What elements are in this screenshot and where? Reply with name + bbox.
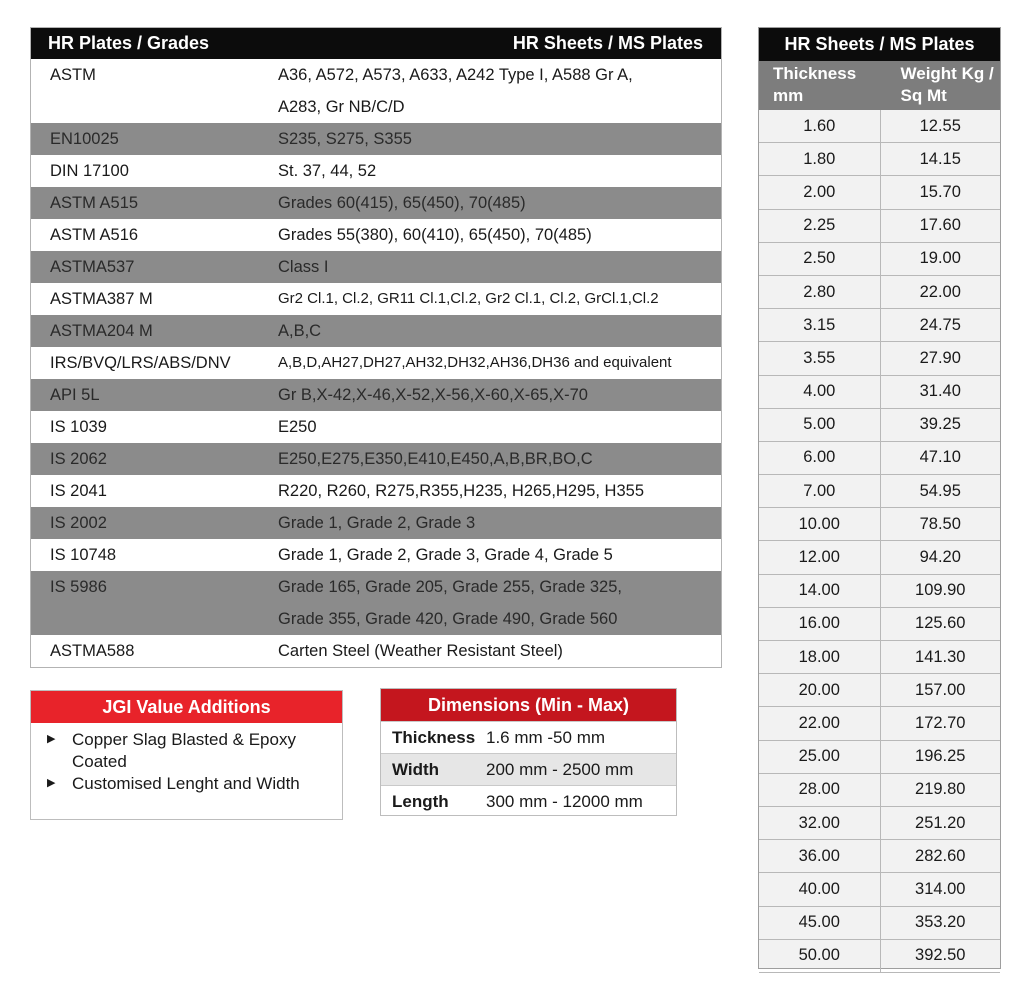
table-row bbox=[759, 707, 1000, 740]
table-row bbox=[31, 411, 721, 443]
grade-values bbox=[278, 123, 721, 155]
grade-values bbox=[278, 283, 721, 315]
grade-standard: IRS/BVQ/LRS/ABS/DNV bbox=[50, 354, 231, 372]
thickness-cell: 1.60 bbox=[759, 110, 880, 143]
weight-cell: 282.60 bbox=[880, 840, 1001, 873]
grade-standard: IS 1039 bbox=[50, 418, 107, 436]
grade-values bbox=[278, 315, 721, 347]
grade-standard: IS 5986 bbox=[50, 578, 107, 596]
thickness-cell: 25.00 bbox=[759, 741, 880, 774]
dimensions-title: Dimensions (Min - Max) bbox=[381, 689, 676, 721]
table-row bbox=[759, 907, 1000, 940]
grade-values-line: E250 bbox=[278, 418, 317, 436]
thickness-cell: 5.00 bbox=[759, 409, 880, 442]
weight-cell: 17.60 bbox=[880, 210, 1001, 243]
dimension-row-length bbox=[381, 785, 676, 817]
grade-standard: DIN 17100 bbox=[50, 162, 129, 180]
grade-values bbox=[278, 539, 721, 571]
weight-cell: 14.15 bbox=[880, 143, 1001, 176]
grade-values-line: Grade 1, Grade 2, Grade 3 bbox=[278, 514, 476, 532]
dimension-label: Length bbox=[392, 791, 449, 811]
weight-cell: 27.90 bbox=[880, 342, 1001, 375]
grade-values-line: R220, R260, R275,R355,H235, H265,H295, H355 bbox=[278, 482, 644, 500]
grade-values-line: A283, Gr NB/C/D bbox=[278, 98, 405, 116]
grades-table-body bbox=[31, 59, 721, 667]
table-row bbox=[759, 575, 1000, 608]
weights-column-headers bbox=[759, 61, 1000, 110]
weight-column-header: Weight Kg / Sq Mt bbox=[900, 64, 994, 105]
weight-cell: 22.00 bbox=[880, 276, 1001, 309]
weight-cell: 125.60 bbox=[880, 608, 1001, 641]
table-row bbox=[759, 807, 1000, 840]
grade-values-line: Grade 355, Grade 420, Grade 490, Grade 560 bbox=[278, 610, 618, 628]
table-row bbox=[759, 873, 1000, 906]
weight-cell: 251.20 bbox=[880, 807, 1001, 840]
weight-cell: 24.75 bbox=[880, 309, 1001, 342]
triangle-bullet-icon: ▶ bbox=[47, 777, 56, 789]
dimensions-box bbox=[380, 688, 677, 816]
table-row bbox=[31, 283, 721, 315]
thickness-cell: 1.80 bbox=[759, 143, 880, 176]
grade-values bbox=[278, 635, 721, 667]
weight-cell: 353.20 bbox=[880, 907, 1001, 940]
thickness-cell: 20.00 bbox=[759, 674, 880, 707]
grade-values bbox=[278, 219, 721, 251]
grade-values bbox=[278, 155, 721, 187]
table-row bbox=[759, 210, 1000, 243]
table-row bbox=[31, 635, 721, 667]
grade-standard: ASTMA588 bbox=[50, 642, 135, 660]
weight-cell: 15.70 bbox=[880, 176, 1001, 209]
grades-header-left: HR Plates / Grades bbox=[48, 33, 210, 53]
table-row bbox=[31, 347, 721, 379]
grade-standard: API 5L bbox=[50, 386, 100, 404]
table-row bbox=[31, 123, 721, 155]
thickness-cell: 36.00 bbox=[759, 840, 880, 873]
grade-standard: ASTMA204 M bbox=[50, 322, 153, 340]
thickness-cell: 28.00 bbox=[759, 774, 880, 807]
grade-values bbox=[278, 411, 721, 443]
table-row bbox=[759, 641, 1000, 674]
grade-values bbox=[278, 251, 721, 283]
table-row bbox=[759, 674, 1000, 707]
grade-values-line: S235, S275, S355 bbox=[278, 130, 412, 148]
grade-standard: IS 10748 bbox=[50, 546, 117, 564]
grade-values-line: Gr B,X-42,X-46,X-52,X-56,X-60,X-65,X-70 bbox=[278, 386, 588, 404]
thickness-cell: 2.80 bbox=[759, 276, 880, 309]
table-row bbox=[31, 571, 721, 635]
table-row bbox=[759, 376, 1000, 409]
table-row bbox=[759, 541, 1000, 574]
grade-standard: ASTMA387 M bbox=[50, 290, 153, 308]
table-row bbox=[759, 409, 1000, 442]
table-row bbox=[31, 251, 721, 283]
grades-header-right: HR Sheets / MS Plates bbox=[512, 33, 703, 53]
table-row bbox=[31, 59, 721, 123]
table-row bbox=[759, 840, 1000, 873]
thickness-cell: 16.00 bbox=[759, 608, 880, 641]
table-row bbox=[31, 155, 721, 187]
thickness-cell: 10.00 bbox=[759, 508, 880, 541]
weights-table-title: HR Sheets / MS Plates bbox=[759, 28, 1000, 61]
grade-values bbox=[278, 59, 721, 123]
dimension-value: 1.6 mm -50 mm bbox=[486, 727, 606, 747]
weight-cell: 109.90 bbox=[880, 575, 1001, 608]
dimension-value: 200 mm - 2500 mm bbox=[486, 759, 634, 779]
table-row bbox=[759, 176, 1000, 209]
thickness-cell: 2.25 bbox=[759, 210, 880, 243]
weight-cell: 12.55 bbox=[880, 110, 1001, 143]
thickness-cell: 18.00 bbox=[759, 641, 880, 674]
grades-table bbox=[30, 27, 722, 668]
thickness-cell: 50.00 bbox=[759, 940, 880, 973]
weight-cell: 392.50 bbox=[880, 940, 1001, 973]
value-additions-list bbox=[31, 723, 342, 795]
table-row bbox=[759, 442, 1000, 475]
table-row bbox=[759, 309, 1000, 342]
weight-cell: 78.50 bbox=[880, 508, 1001, 541]
grade-values-line: Grade 1, Grade 2, Grade 3, Grade 4, Grade 5 bbox=[278, 546, 613, 564]
weight-cell: 47.10 bbox=[880, 442, 1001, 475]
thickness-cell: 2.00 bbox=[759, 176, 880, 209]
thickness-cell: 7.00 bbox=[759, 475, 880, 508]
table-row bbox=[31, 315, 721, 347]
grade-standard: ASTM A515 bbox=[50, 194, 139, 212]
table-row bbox=[759, 741, 1000, 774]
dimension-row-width bbox=[381, 753, 676, 785]
grade-values bbox=[278, 379, 721, 411]
thickness-cell: 6.00 bbox=[759, 442, 880, 475]
table-row bbox=[759, 774, 1000, 807]
grade-standard: IS 2041 bbox=[50, 482, 107, 500]
thickness-cell: 45.00 bbox=[759, 907, 880, 940]
table-row bbox=[31, 219, 721, 251]
table-row bbox=[31, 475, 721, 507]
grade-values-line: Grades 60(415), 65(450), 70(485) bbox=[278, 194, 526, 212]
thickness-cell: 14.00 bbox=[759, 575, 880, 608]
grade-values-line: E250,E275,E350,E410,E450,A,B,BR,BO,C bbox=[278, 450, 593, 468]
value-additions-box bbox=[30, 690, 343, 820]
table-row bbox=[759, 608, 1000, 641]
thickness-cell: 3.15 bbox=[759, 309, 880, 342]
thickness-column-header: Thickness mm bbox=[773, 64, 857, 105]
thickness-cell: 12.00 bbox=[759, 541, 880, 574]
table-row bbox=[759, 143, 1000, 176]
grade-values bbox=[278, 475, 721, 507]
grade-values-line: A36, A572, A573, A633, A242 Type I, A588 Gr A, bbox=[278, 66, 633, 84]
thickness-cell: 32.00 bbox=[759, 807, 880, 840]
table-row bbox=[759, 276, 1000, 309]
grade-values-line: Grade 165, Grade 205, Grade 255, Grade 325, bbox=[278, 578, 622, 596]
thickness-cell: 3.55 bbox=[759, 342, 880, 375]
table-row bbox=[759, 508, 1000, 541]
weight-cell: 196.25 bbox=[880, 741, 1001, 774]
weight-cell: 157.00 bbox=[880, 674, 1001, 707]
table-row bbox=[759, 940, 1000, 973]
thickness-cell: 40.00 bbox=[759, 873, 880, 906]
grade-values-line: Gr2 Cl.1, Cl.2, GR11 Cl.1,Cl.2, Gr2 Cl.1, Cl.2, GrCl.1,Cl.2 bbox=[278, 290, 659, 307]
table-row bbox=[31, 539, 721, 571]
dimension-row-thickness bbox=[381, 721, 676, 753]
weight-cell: 314.00 bbox=[880, 873, 1001, 906]
grade-standard: IS 2002 bbox=[50, 514, 107, 532]
grade-values bbox=[278, 347, 721, 379]
weight-cell: 19.00 bbox=[880, 243, 1001, 276]
grade-values-line: Grades 55(380), 60(410), 65(450), 70(485) bbox=[278, 226, 592, 244]
weight-cell: 54.95 bbox=[880, 475, 1001, 508]
thickness-cell: 4.00 bbox=[759, 376, 880, 409]
grades-table-header bbox=[31, 28, 721, 59]
weights-table bbox=[758, 27, 1001, 969]
weight-cell: 141.30 bbox=[880, 641, 1001, 674]
triangle-bullet-icon: ▶ bbox=[47, 733, 56, 745]
table-row bbox=[31, 443, 721, 475]
grade-standard: EN10025 bbox=[50, 130, 119, 148]
table-row bbox=[31, 379, 721, 411]
grade-values bbox=[278, 443, 721, 475]
grade-values-line: A,B,D,AH27,DH27,AH32,DH32,AH36,DH36 and equivalent bbox=[278, 354, 672, 371]
weight-cell: 39.25 bbox=[880, 409, 1001, 442]
dimension-label: Width bbox=[392, 759, 440, 779]
table-row bbox=[759, 342, 1000, 375]
table-row bbox=[31, 187, 721, 219]
dimension-label: Thickness bbox=[392, 727, 476, 747]
thickness-cell: 22.00 bbox=[759, 707, 880, 740]
table-row bbox=[759, 110, 1000, 143]
grade-values-line: A,B,C bbox=[278, 322, 322, 340]
value-addition-text: Customised Lenght and Width bbox=[72, 774, 300, 793]
grade-values bbox=[278, 187, 721, 219]
grade-values-line: St. 37, 44, 52 bbox=[278, 162, 377, 180]
value-addition-text: Copper Slag Blasted & Epoxy Coated bbox=[72, 730, 296, 771]
table-row bbox=[759, 243, 1000, 276]
list-item bbox=[31, 729, 342, 772]
grade-standard: IS 2062 bbox=[50, 450, 107, 468]
weight-cell: 172.70 bbox=[880, 707, 1001, 740]
dimension-value: 300 mm - 12000 mm bbox=[486, 791, 643, 811]
grade-values-line: Class I bbox=[278, 258, 329, 276]
value-additions-title: JGI Value Additions bbox=[31, 691, 342, 723]
list-item bbox=[31, 773, 342, 795]
grade-values bbox=[278, 571, 721, 635]
thickness-cell: 2.50 bbox=[759, 243, 880, 276]
weight-cell: 94.20 bbox=[880, 541, 1001, 574]
weights-table-body bbox=[759, 110, 1000, 973]
grade-values-line: Carten Steel (Weather Resistant Steel) bbox=[278, 642, 563, 660]
table-row bbox=[759, 475, 1000, 508]
grade-values bbox=[278, 507, 721, 539]
table-row bbox=[31, 507, 721, 539]
grade-standard: ASTMA537 bbox=[50, 258, 135, 276]
weight-cell: 31.40 bbox=[880, 376, 1001, 409]
weight-cell: 219.80 bbox=[880, 774, 1001, 807]
grade-standard: ASTM A516 bbox=[50, 226, 139, 244]
grade-standard: ASTM bbox=[50, 66, 96, 84]
